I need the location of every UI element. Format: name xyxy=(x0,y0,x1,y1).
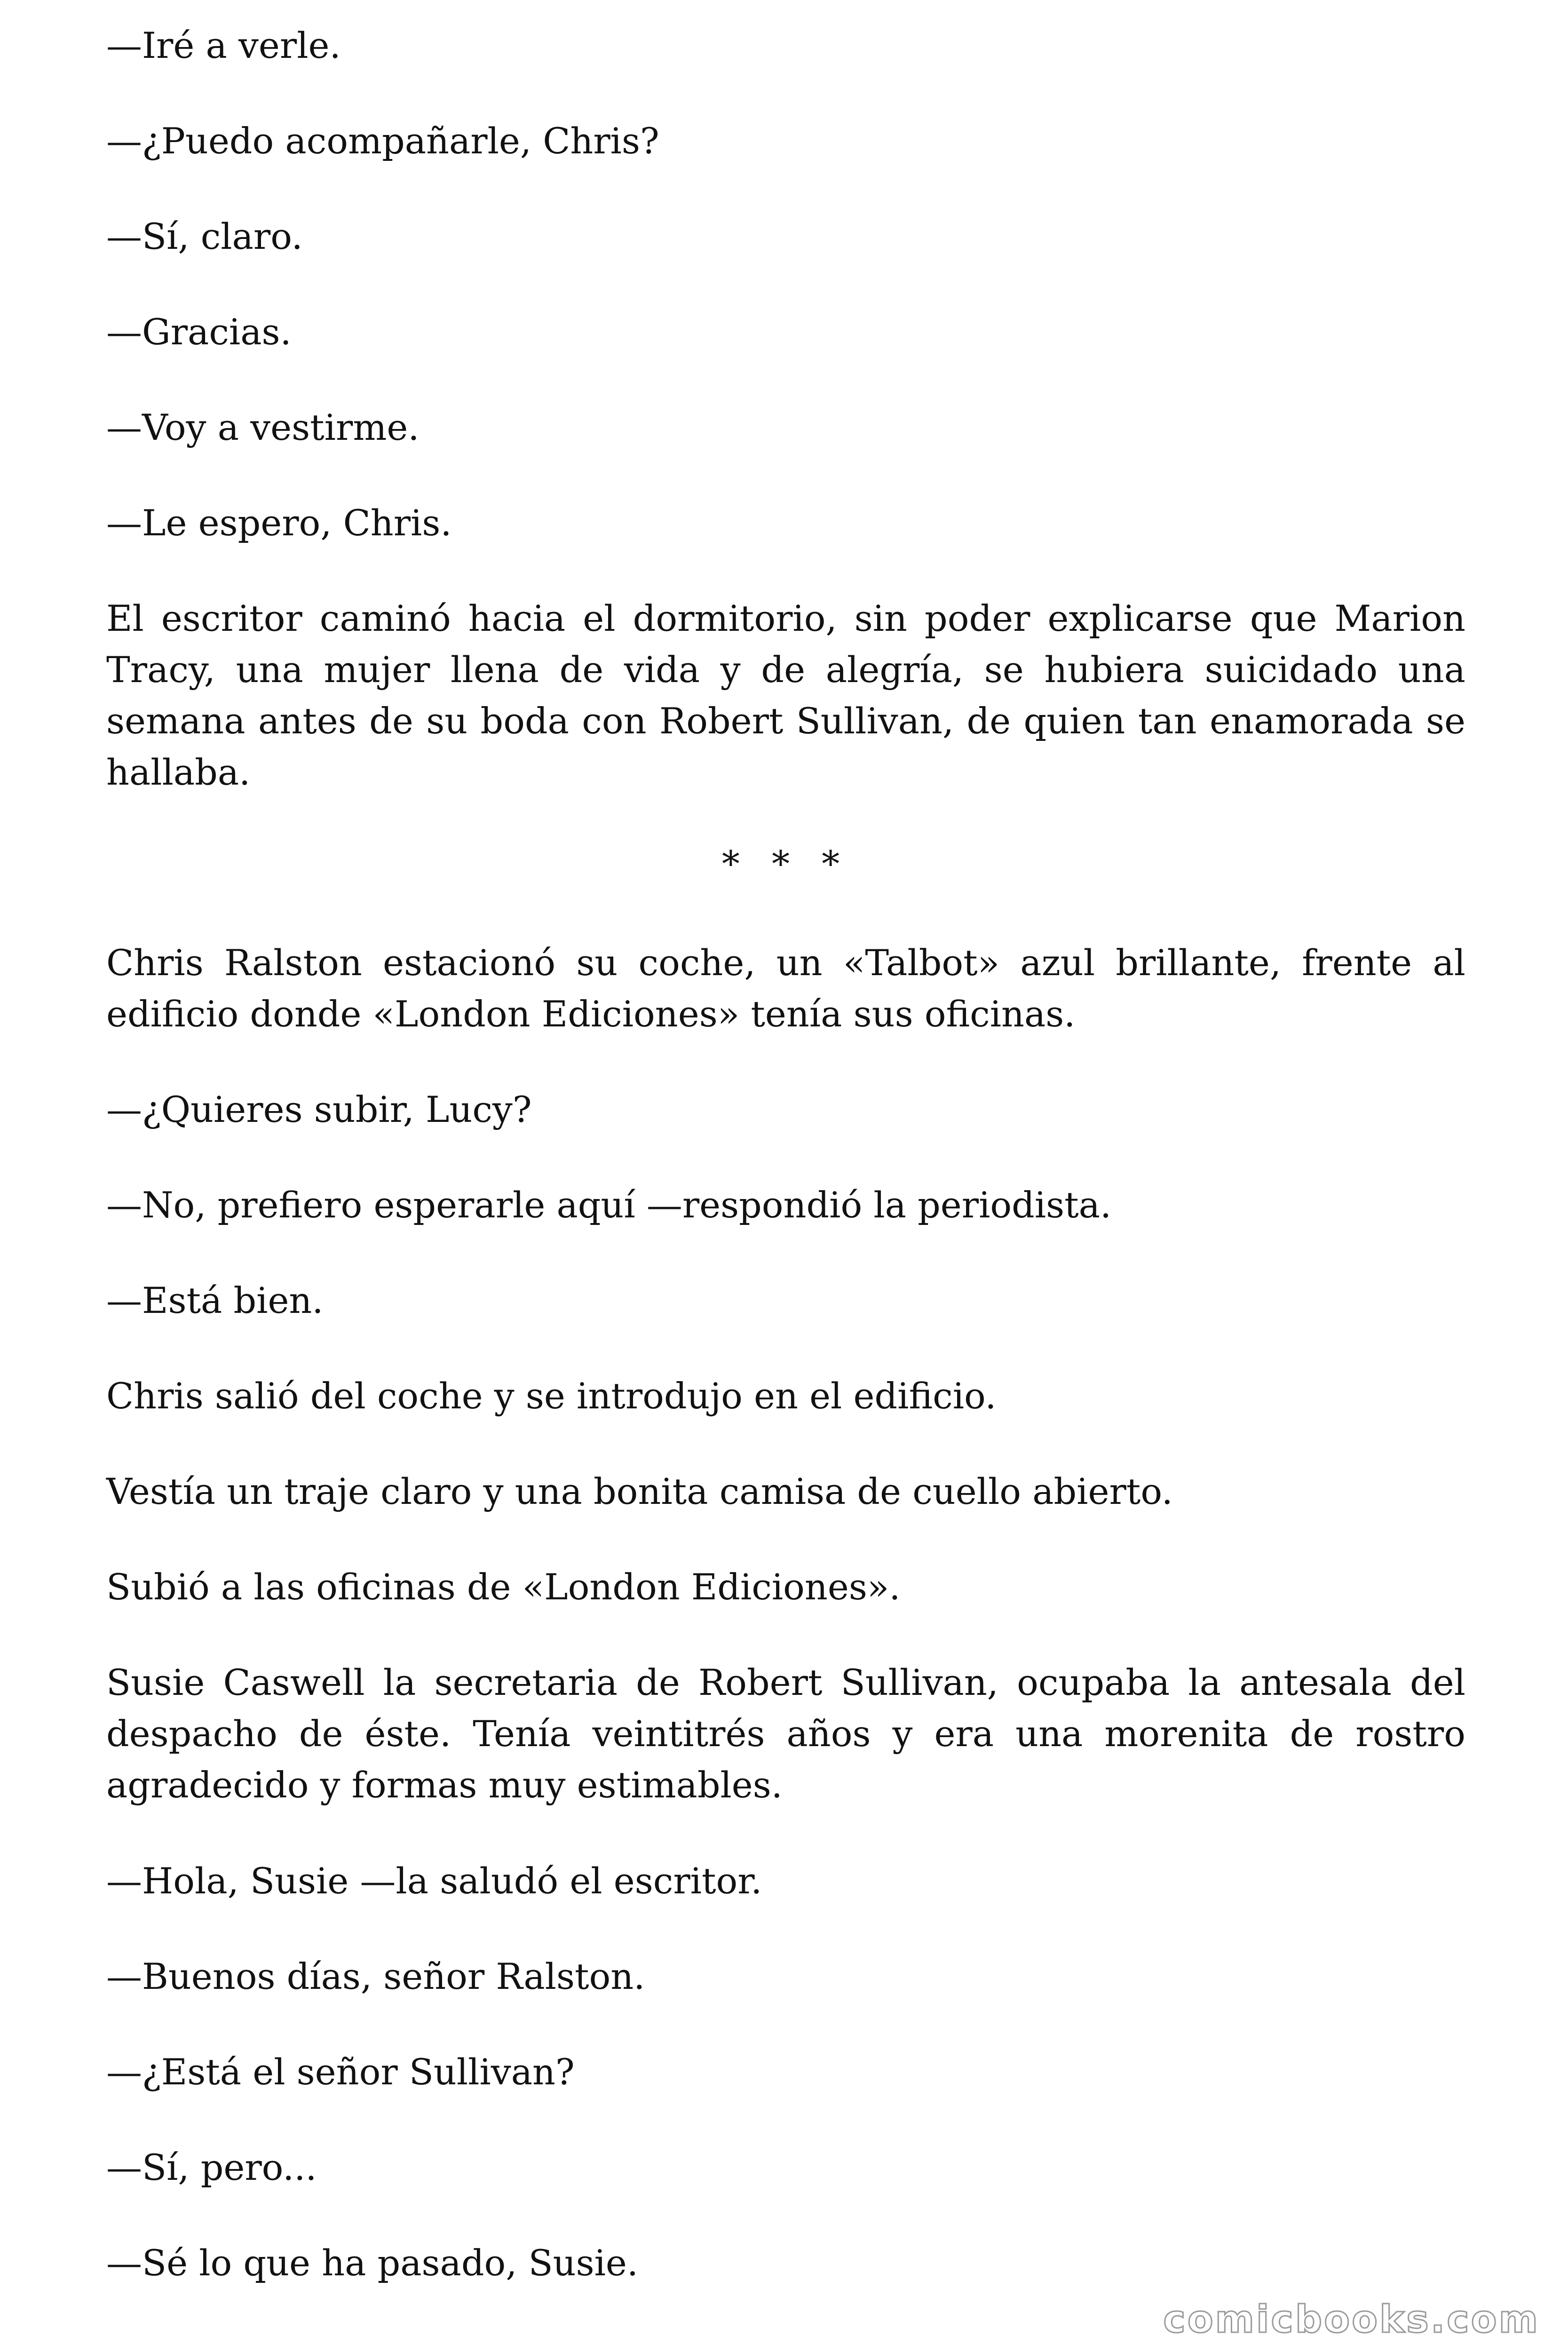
dialogue-line: —Iré a verle. xyxy=(106,24,341,66)
dialogue-line: —Le espero, Chris. xyxy=(106,502,452,544)
dialogue-line: —Hola, Susie —la saludó el escritor. xyxy=(106,1860,762,1902)
dialogue-line: —Buenos días, señor Ralston. xyxy=(106,1955,645,1997)
scene-separator: * * * xyxy=(721,843,850,885)
dialogue-line: —Voy a vestirme. xyxy=(106,406,420,448)
site-watermark: comicbooks.com xyxy=(1163,2297,1540,2341)
dialogue-line: —No, prefiero esperarle aquí —respondió la periodista. xyxy=(106,1184,1112,1226)
dialogue-line: —¿Está el señor Sullivan? xyxy=(106,2051,575,2093)
narrative-paragraph: Chris Ralston estacionó su coche, un «Talbot» azul brillante, frente al edificio donde «London Ediciones» tenía sus oficinas. xyxy=(106,942,1465,1035)
dialogue-line: —¿Puedo acompañarle, Chris? xyxy=(106,120,659,162)
dialogue-line: —Está bien. xyxy=(106,1279,324,1321)
narrative-paragraph: El escritor caminó hacia el dormitorio, sin poder explicarse que Marion Tracy, una mujer llena de vida y de alegría, se hubiera suicidado una semana antes de su boda con Robert Sullivan, de quien tan enamorada se hallaba. xyxy=(106,597,1465,793)
narrative-paragraph: Susie Caswell la secretaria de Robert Sullivan, ocupaba la antesala del despacho de éste. Tenía veintitrés años y era una morenita de rostro agradecido y formas muy estimables. xyxy=(106,1661,1465,1806)
book-page xyxy=(106,0,1465,2352)
dialogue-line: —¿Quieres subir, Lucy? xyxy=(106,1089,532,1130)
narrative-paragraph: Chris salió del coche y se introdujo en el edificio. xyxy=(106,1375,997,1417)
narrative-paragraph: Subió a las oficinas de «London Ediciones». xyxy=(106,1566,901,1608)
dialogue-line: —Sé lo que ha pasado, Susie. xyxy=(106,2242,639,2284)
dialogue-line: —Gracias. xyxy=(106,311,292,353)
dialogue-line: —Sí, pero... xyxy=(106,2146,317,2188)
narrative-paragraph: Vestía un traje claro y una bonita camisa de cuello abierto. xyxy=(106,1470,1173,1512)
dialogue-line: —Sí, claro. xyxy=(106,215,303,257)
